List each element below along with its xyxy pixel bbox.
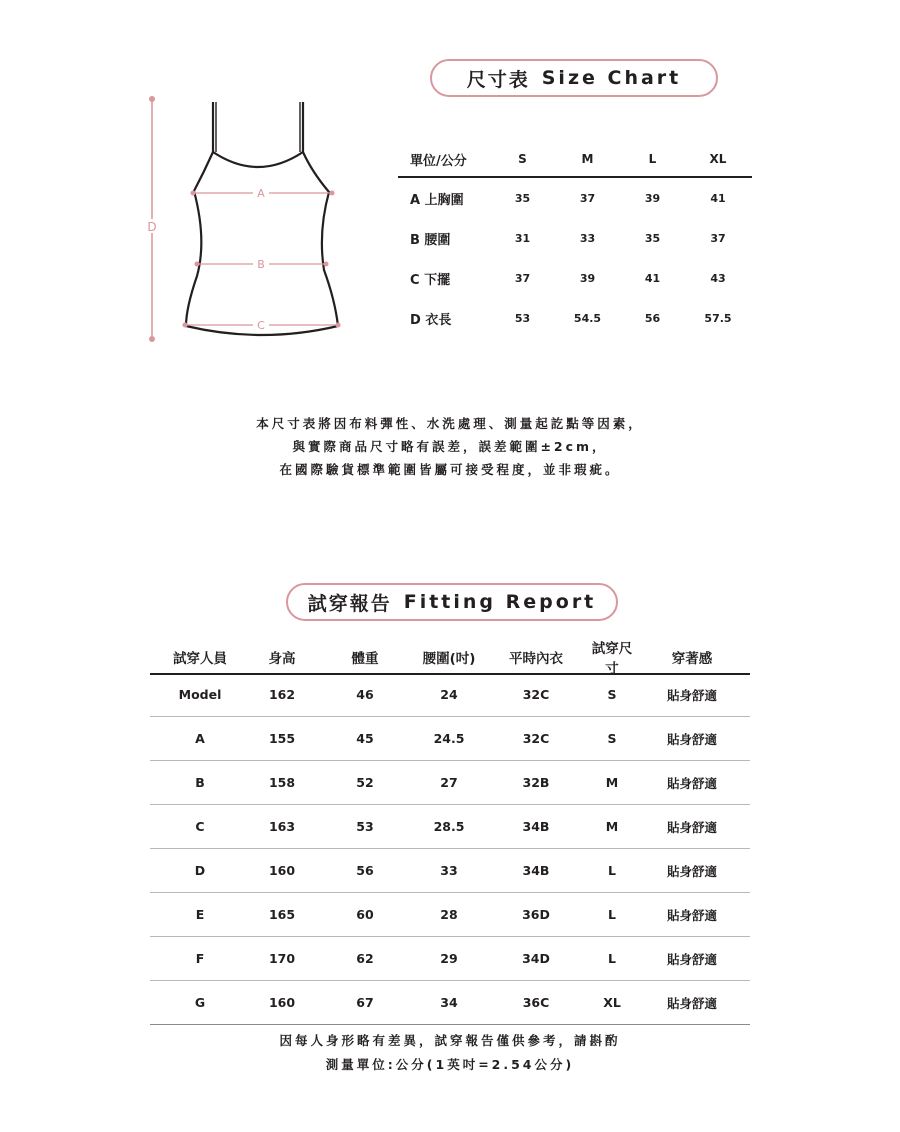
size-chart-note — [0, 412, 900, 481]
waist-cell: 24.5 — [433, 731, 465, 746]
measure-line-b — [195, 258, 329, 271]
try-size-cell: L — [608, 951, 616, 966]
weight-cell: 56 — [356, 863, 374, 878]
size-cell: 35 — [514, 191, 531, 205]
camisole-outline — [186, 102, 338, 335]
waist-cell: 28 — [440, 907, 458, 922]
waist-cell: 27 — [440, 775, 458, 790]
size-cell: 41 — [644, 271, 661, 285]
table-row — [150, 805, 750, 849]
size-chart-table — [398, 142, 752, 338]
size-chart-row — [398, 218, 752, 258]
measure-label: B 腰圍 — [410, 232, 451, 248]
column-header: 腰圍(吋) — [422, 651, 476, 667]
try-size-cell: L — [608, 863, 616, 878]
feel-cell: 貼身舒適 — [666, 863, 717, 879]
weight-cell: 52 — [356, 775, 374, 790]
weight-cell: 46 — [356, 687, 374, 702]
height-cell: 163 — [268, 819, 296, 834]
table-row — [150, 937, 750, 981]
size-cell: 41 — [710, 191, 726, 205]
size-header: XL — [709, 152, 727, 166]
table-row — [150, 717, 750, 761]
tester-cell: Model — [178, 687, 222, 702]
size-cell: 37 — [514, 271, 531, 285]
measure-line-d — [147, 96, 156, 342]
bra-size-cell: 36C — [522, 995, 550, 1010]
tester-cell: F — [195, 951, 205, 966]
waist-cell: 24 — [440, 687, 458, 702]
table-row — [150, 893, 750, 937]
try-size-cell: S — [607, 731, 617, 746]
label-a: A — [257, 187, 265, 200]
measure-label: D 衣長 — [410, 312, 452, 328]
bra-size-cell: 34B — [522, 819, 550, 834]
height-cell: 160 — [268, 995, 296, 1010]
size-cell: 37 — [710, 231, 726, 245]
size-cell: 39 — [579, 271, 596, 285]
size-chart-title — [430, 59, 718, 97]
size-header: L — [648, 152, 657, 166]
height-cell: 165 — [268, 907, 296, 922]
fitting-report-header — [150, 641, 750, 675]
fitting-report-table — [150, 673, 750, 1025]
tester-cell: B — [195, 775, 205, 790]
fitting-report-note — [0, 1029, 900, 1077]
feel-cell: 貼身舒適 — [666, 907, 717, 923]
fitting-report-title — [286, 583, 618, 621]
size-cell: 56 — [644, 311, 661, 325]
size-header: M — [581, 152, 594, 166]
height-cell: 155 — [268, 731, 296, 746]
label-c: C — [257, 319, 265, 332]
waist-cell: 28.5 — [433, 819, 465, 834]
tester-cell: A — [195, 731, 205, 746]
tester-cell: G — [194, 995, 206, 1010]
weight-cell: 67 — [356, 995, 374, 1010]
note-line: 本尺寸表將因布料彈性、水洗處理、測量起訖點等因素， — [256, 416, 644, 431]
height-cell: 170 — [268, 951, 296, 966]
note-line: 與實際商品尺寸略有誤差，誤差範圍±2cm， — [292, 439, 608, 454]
unit-label: 單位/公分 — [410, 153, 467, 169]
measure-label: C 下擺 — [410, 272, 451, 288]
size-cell: 35 — [644, 231, 661, 245]
bra-size-cell: 34B — [522, 863, 550, 878]
try-size-cell: L — [608, 907, 616, 922]
size-header: S — [518, 152, 527, 166]
table-row — [150, 981, 750, 1025]
table-row — [150, 849, 750, 893]
feel-cell: 貼身舒適 — [666, 731, 717, 747]
height-cell: 158 — [268, 775, 296, 790]
height-cell: 160 — [268, 863, 296, 878]
bra-size-cell: 32C — [522, 687, 550, 702]
size-cell: 54.5 — [573, 311, 602, 325]
tester-cell: D — [194, 863, 206, 878]
size-cell: 37 — [579, 191, 596, 205]
fitting-report-title-en: Fitting Report — [403, 591, 597, 613]
bra-size-cell: 32B — [522, 775, 550, 790]
feel-cell: 貼身舒適 — [666, 995, 717, 1011]
measure-label: A 上胸圍 — [410, 192, 464, 208]
size-cell: 53 — [514, 311, 531, 325]
table-row — [150, 673, 750, 717]
bra-size-cell: 36D — [522, 907, 550, 922]
size-chart-row — [398, 298, 752, 338]
weight-cell: 53 — [356, 819, 374, 834]
column-header: 身高 — [268, 651, 296, 667]
size-chart-row — [398, 178, 752, 218]
table-row — [150, 761, 750, 805]
feel-cell: 貼身舒適 — [666, 819, 717, 835]
weight-cell: 45 — [356, 731, 374, 746]
note-line: 在國際驗貨標準範圍皆屬可接受程度，並非瑕疵。 — [279, 462, 621, 477]
column-header: 穿著感 — [671, 651, 713, 667]
label-d: D — [147, 220, 157, 234]
bra-size-cell: 32C — [522, 731, 550, 746]
waist-cell: 33 — [440, 863, 458, 878]
size-chart-title-zh: 尺寸表 — [466, 68, 530, 91]
measure-line-a — [191, 187, 335, 200]
column-header: 試穿尺寸 — [591, 641, 633, 677]
height-cell: 162 — [268, 687, 296, 702]
column-header: 試穿人員 — [173, 651, 227, 667]
size-cell: 39 — [644, 191, 661, 205]
size-chart-header — [398, 142, 752, 178]
size-cell: 31 — [514, 231, 531, 245]
try-size-cell: S — [607, 687, 617, 702]
feel-cell: 貼身舒適 — [666, 951, 717, 967]
weight-cell: 60 — [356, 907, 374, 922]
waist-cell: 29 — [440, 951, 458, 966]
feel-cell: 貼身舒適 — [666, 687, 717, 703]
note-line: 因每人身形略有差異，試穿報告僅供參考，請斟酌 — [279, 1033, 621, 1048]
size-cell: 33 — [579, 231, 596, 245]
size-cell: 43 — [710, 271, 726, 285]
label-b: B — [257, 258, 265, 271]
feel-cell: 貼身舒適 — [666, 775, 717, 791]
camisole-diagram — [130, 90, 360, 350]
try-size-cell: M — [605, 819, 619, 834]
column-header: 體重 — [351, 651, 379, 667]
size-chart-title-en: Size Chart — [541, 67, 682, 89]
size-cell: 57.5 — [704, 311, 732, 325]
note-line: 測量單位:公分(1英吋=2.54公分) — [325, 1057, 575, 1072]
tester-cell: C — [195, 819, 205, 834]
weight-cell: 62 — [356, 951, 374, 966]
try-size-cell: XL — [603, 995, 621, 1010]
try-size-cell: M — [605, 775, 619, 790]
bra-size-cell: 34D — [522, 951, 550, 966]
fitting-report-title-zh: 試穿報告 — [307, 592, 392, 615]
waist-cell: 34 — [440, 995, 458, 1010]
size-chart-row — [398, 258, 752, 298]
column-header: 平時內衣 — [509, 651, 563, 667]
tester-cell: E — [195, 907, 205, 922]
